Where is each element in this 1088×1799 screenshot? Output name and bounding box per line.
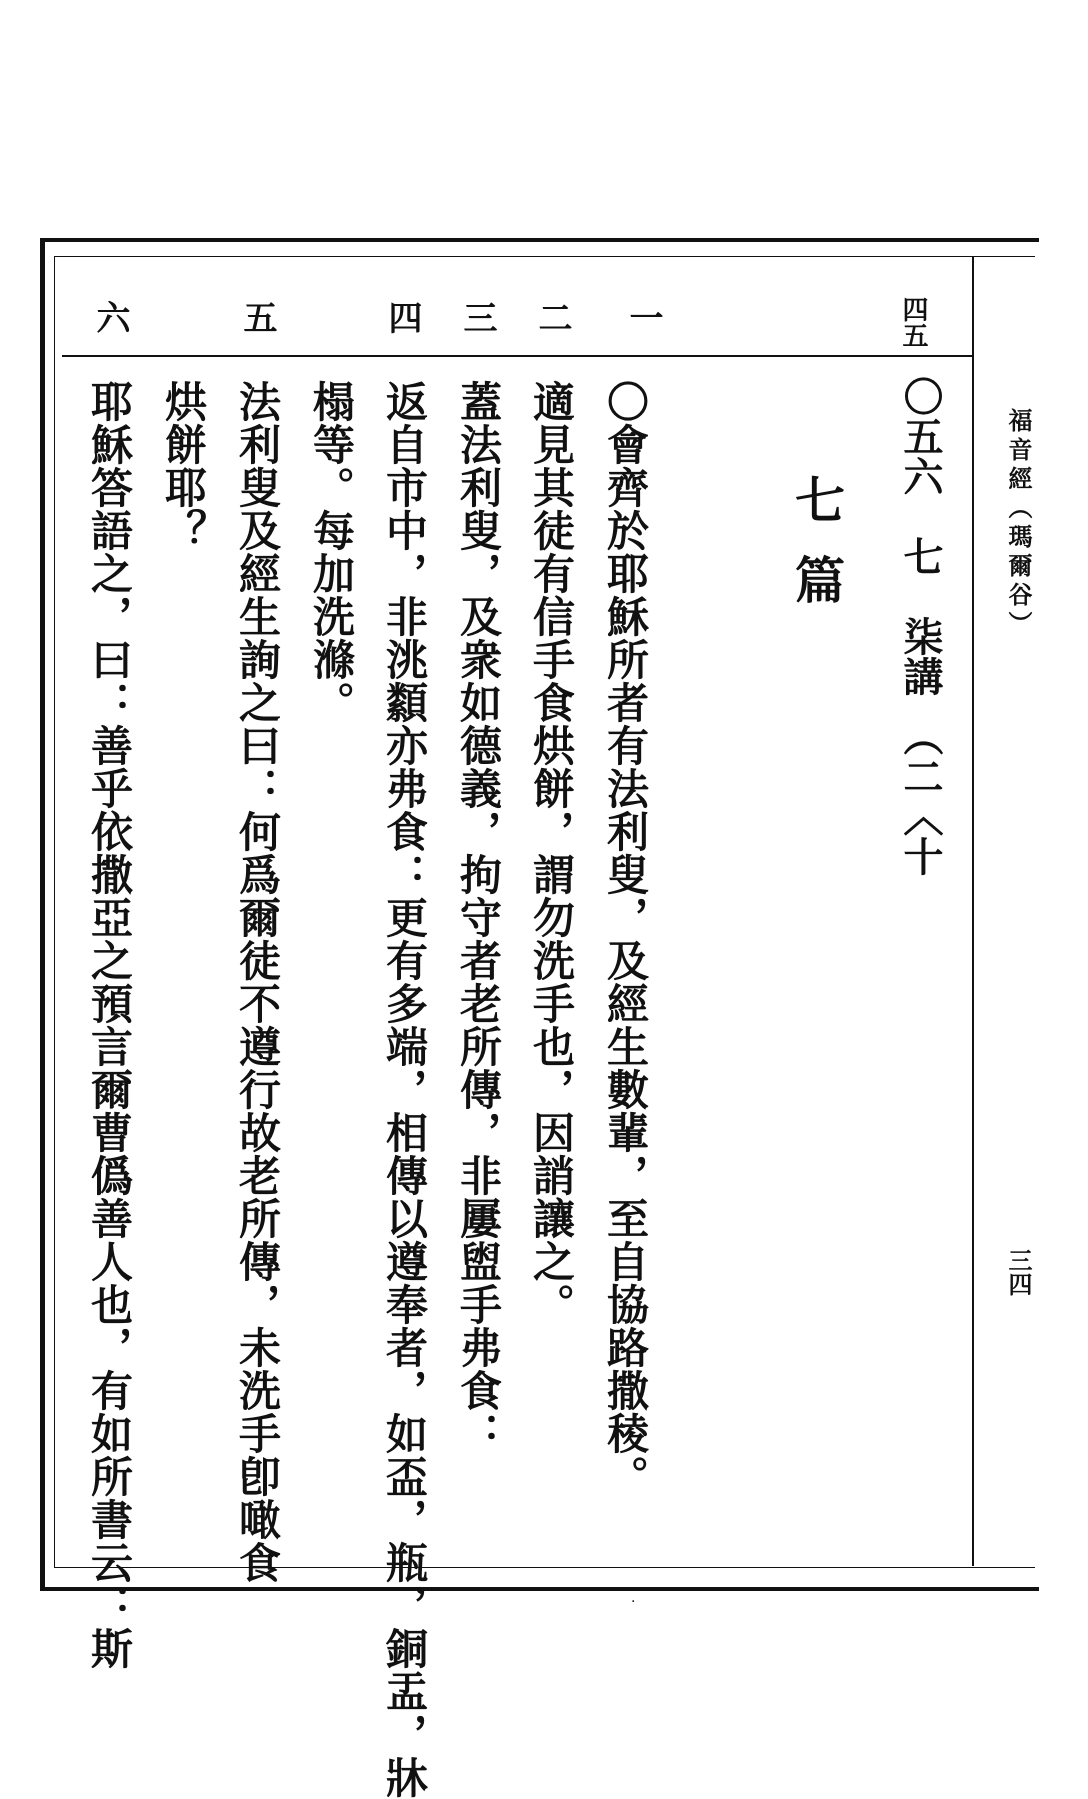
body-column-4: 返自市中，非洮纇亦弗食：更有多端，相傳以遵奉者，如盃，瓶，銅盂，牀 <box>380 380 429 1799</box>
verse-number-5: 五 <box>237 300 277 334</box>
body-column-6: 法利叟及經生詢之曰：何爲爾徒不遵行故老所傳，未洗手卽噉食 <box>233 380 282 1584</box>
reference-number: 四五 <box>898 296 928 348</box>
chapter-heading: 七篇 <box>787 474 846 634</box>
verse-number-4: 四 <box>382 300 422 334</box>
section-title-line: 〇五六 七 柒講 （二〈十 <box>897 376 944 876</box>
verse-number-2: 二 <box>532 300 572 334</box>
footer-mark: · <box>631 1594 636 1610</box>
body-column-1: 〇會齊於耶穌所者有法利叟，及經生數輩，至自協路撒稜。 <box>601 380 650 1498</box>
verse-number-1: 一 <box>623 300 663 334</box>
body-column-7: 烘餅耶？ <box>159 380 208 552</box>
verse-number-3: 三 <box>457 300 497 334</box>
header-rule <box>62 355 972 357</box>
verse-number-6: 六 <box>90 300 130 334</box>
body-column-5: 榻等。每加洗滌。 <box>307 380 356 724</box>
body-column-2: 適見其徒有信手食烘餅，謂勿洗手也，因誚讓之。 <box>527 380 576 1326</box>
gutter-rule <box>972 257 974 1566</box>
page-number: 三四 <box>1004 1248 1033 1296</box>
body-column-8: 耶穌答語之，曰：善乎依撒亞之預言爾曹僞善人也，有如所書云：斯 <box>85 380 134 1670</box>
body-column-3: 蓋法利叟，及衆如德義，拘守者老所傳，非屢盥手弗食： <box>454 380 503 1455</box>
book-title: 福音經（瑪爾谷） <box>1004 408 1033 640</box>
